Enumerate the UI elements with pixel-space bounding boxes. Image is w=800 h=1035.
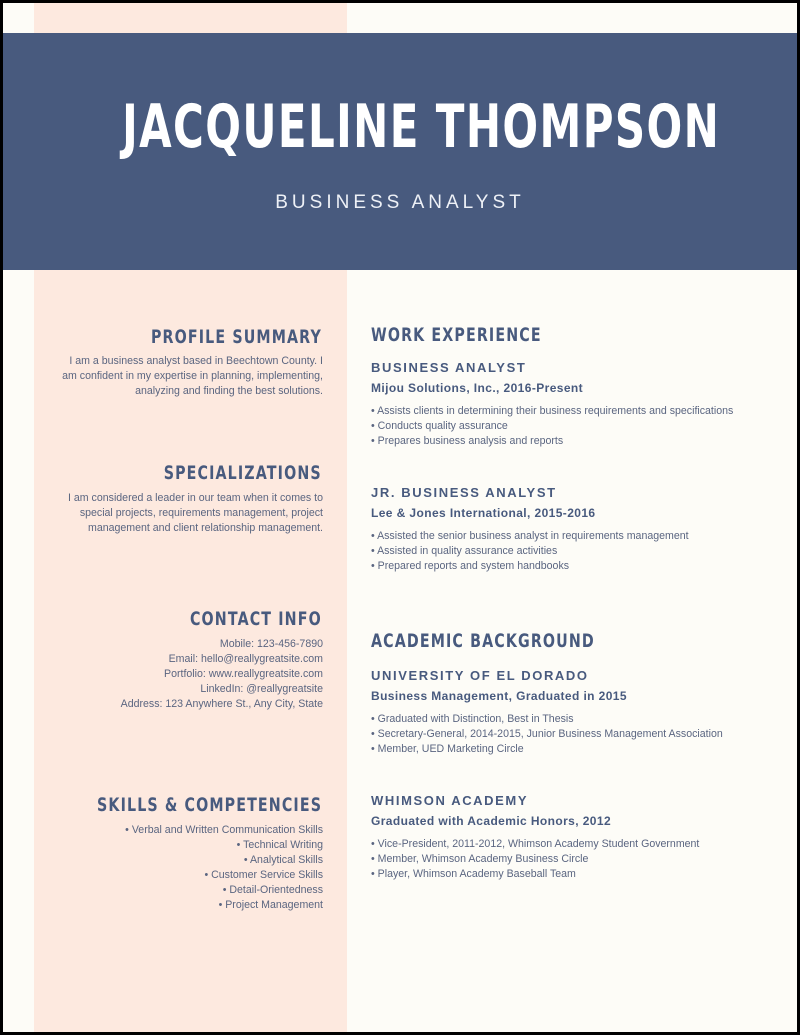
candidate-name: JACQUELINE THOMPSON xyxy=(122,92,721,162)
contact-info-heading: CONTACT INFO xyxy=(190,608,322,630)
academic-background-heading: ACADEMIC BACKGROUND xyxy=(371,630,595,652)
skill-item: • Technical Writing xyxy=(236,839,323,851)
school-name: UNIVERSITY OF EL DORADO xyxy=(371,668,589,683)
specializations-line: management and client relationship management. xyxy=(88,522,323,534)
contact-portfolio: Portfolio: www.reallygreatsite.com xyxy=(164,668,323,680)
candidate-role: BUSINESS ANALYST xyxy=(275,192,525,213)
skill-item: • Project Management xyxy=(218,899,323,911)
job-bullet: • Conducts quality assurance xyxy=(371,420,508,432)
contact-address: Address: 123 Anywhere St., Any City, State xyxy=(120,698,323,710)
school-degree: Graduated with Academic Honors, 2012 xyxy=(371,814,612,828)
skill-item: • Customer Service Skills xyxy=(204,869,323,881)
contact-mobile: Mobile: 123-456-7890 xyxy=(219,638,323,650)
contact-info-list xyxy=(53,637,323,712)
skill-item: • Verbal and Written Communication Skills xyxy=(125,824,323,836)
school-name: WHIMSON ACADEMY xyxy=(371,793,529,808)
school-bullet: • Member, Whimson Academy Business Circle xyxy=(371,853,589,865)
resume-page xyxy=(3,3,797,1032)
school-bullet: • Secretary-General, 2014-2015, Junior Business Management Association xyxy=(371,728,723,740)
job-bullet: • Assisted the senior business analyst in requirements management xyxy=(371,530,689,542)
profile-line: analyzing and finding the best solutions. xyxy=(135,385,323,397)
contact-linkedin: LinkedIn: @reallygreatsite xyxy=(200,683,323,695)
school-bullet: • Member, UED Marketing Circle xyxy=(371,743,524,755)
job-bullet: • Prepares business analysis and reports xyxy=(371,435,564,447)
specializations-line: I am considered a leader in our team when it comes to xyxy=(68,492,323,504)
school-degree: Business Management, Graduated in 2015 xyxy=(371,689,627,703)
skill-item: • Analytical Skills xyxy=(243,854,323,866)
header-banner xyxy=(3,33,797,270)
school-bullets xyxy=(371,837,791,882)
job-bullet: • Assists clients in determining their business requirements and specifications xyxy=(371,405,734,417)
job-bullets xyxy=(371,529,791,574)
profile-line: am confident in my expertise in planning, implementing, xyxy=(62,370,323,382)
job-bullet: • Prepared reports and system handbooks xyxy=(371,560,570,572)
job-title: BUSINESS ANALYST xyxy=(371,360,527,375)
specializations-heading: SPECIALIZATIONS xyxy=(163,462,322,484)
profile-summary-text xyxy=(53,354,323,399)
skills-list xyxy=(53,823,323,913)
job-bullet: • Assisted in quality assurance activities xyxy=(371,545,558,557)
school-bullet: • Vice-President, 2011-2012, Whimson Academy Student Government xyxy=(371,838,700,850)
school-bullets xyxy=(371,712,791,757)
job-company: Mijou Solutions, Inc., 2016-Present xyxy=(371,381,584,395)
specializations-line: special projects, requirements management, project xyxy=(79,507,323,519)
skill-item: • Detail-Orientedness xyxy=(222,884,323,896)
profile-summary-heading: PROFILE SUMMARY xyxy=(151,326,322,348)
job-company: Lee & Jones International, 2015-2016 xyxy=(371,506,596,520)
school-bullet: • Graduated with Distinction, Best in Thesis xyxy=(371,713,574,725)
job-bullets xyxy=(371,404,791,449)
specializations-text xyxy=(53,491,323,536)
work-experience-heading: WORK EXPERIENCE xyxy=(371,324,542,346)
contact-email: Email: hello@reallygreatsite.com xyxy=(168,653,323,665)
school-bullet: • Player, Whimson Academy Baseball Team xyxy=(371,868,576,880)
skills-heading: SKILLS & COMPETENCIES xyxy=(96,794,322,816)
job-title: JR. BUSINESS ANALYST xyxy=(371,485,557,500)
profile-line: I am a business analyst based in Beechtown County. I xyxy=(69,355,323,367)
